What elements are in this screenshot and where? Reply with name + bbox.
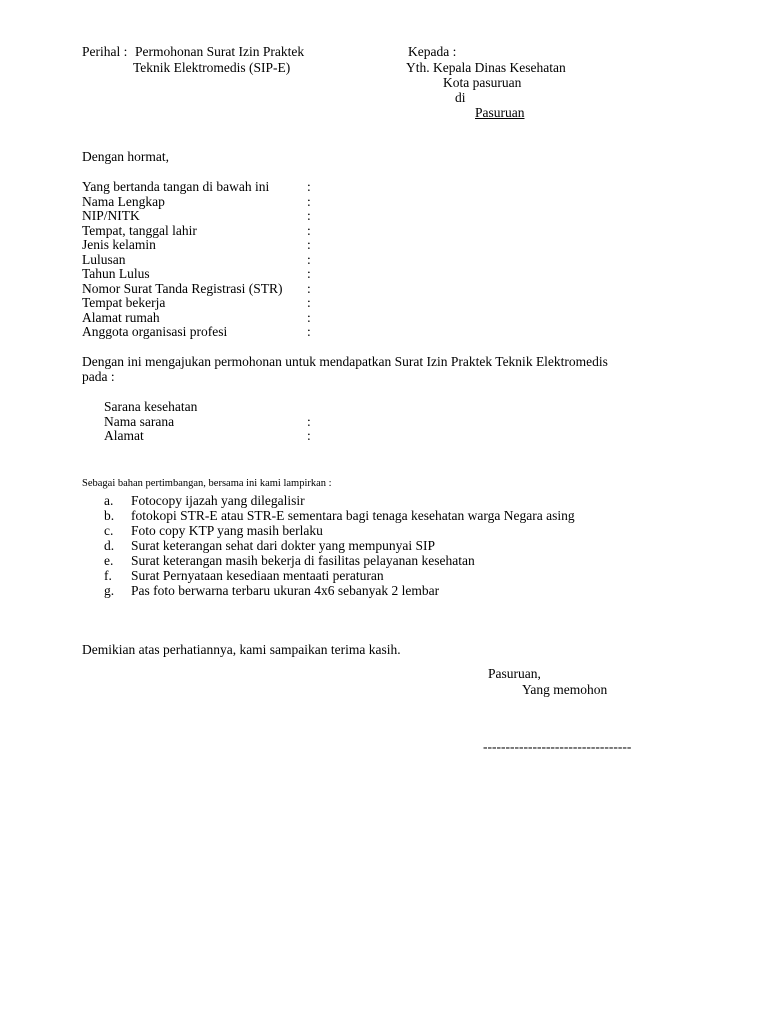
field-row: [82, 282, 332, 297]
list-text: Fotocopy ijazah yang dilegalisir: [131, 493, 305, 508]
signature-line: ---------------------------------: [483, 739, 632, 754]
field-label: Yang bertanda tangan di bawah ini: [82, 179, 270, 194]
field-label: Tempat, tanggal lahir: [82, 222, 197, 238]
perihal-label: Perihal :: [82, 44, 128, 59]
list-marker: g.: [104, 583, 115, 598]
field-row: [82, 253, 332, 268]
list-text: fotokopi STR-E atau STR-E sementara bagi tenaga kesehatan warga Negara asing: [131, 508, 575, 523]
field-row: [82, 311, 332, 326]
field-label: NIP/NITK: [82, 208, 140, 223]
field-row: [82, 209, 332, 224]
field-label: Tahun Lulus: [82, 266, 150, 281]
field-colon: :: [307, 266, 311, 281]
field-colon: :: [307, 222, 311, 238]
kepada-recipient: Yth. Kepala Dinas Kesehatan: [406, 60, 566, 75]
field-label: Anggota organisasi profesi: [82, 324, 228, 339]
list-marker: b.: [104, 508, 115, 523]
field-row: [82, 267, 332, 282]
field-row: [82, 195, 332, 210]
list-marker: a.: [104, 493, 114, 508]
field-row: [82, 224, 332, 239]
field-label: Tempat bekerja: [82, 295, 166, 310]
list-marker: e.: [104, 553, 114, 568]
field-label: Nama Lengkap: [82, 193, 165, 209]
field-colon: :: [307, 324, 311, 339]
sarana-title: Sarana kesehatan: [104, 399, 198, 414]
request-line-1: Dengan ini mengajukan permohonan untuk mendapatkan Surat Izin Praktek Teknik Elektromedis: [82, 354, 608, 369]
list-text: Surat keterangan sehat dari dokter yang mempunyai SIP: [131, 538, 436, 553]
field-colon: :: [307, 280, 311, 296]
salutation: Dengan hormat,: [82, 149, 169, 164]
kepada-place: Pasuruan: [475, 105, 525, 120]
list-text: Surat Pernyataan kesediaan mentaati peraturan: [131, 568, 384, 583]
field-label: Jenis kelamin: [82, 237, 156, 252]
sarana-address-row: [104, 429, 334, 444]
attachments-intro: Sebagai bahan pertimbangan, bersama ini kami lampirkan :: [82, 478, 332, 489]
field-colon: :: [307, 237, 311, 252]
field-colon: :: [307, 428, 311, 443]
field-colon: :: [307, 193, 311, 209]
field-label: Nomor Surat Tanda Registrasi (STR): [82, 280, 283, 296]
field-colon: :: [307, 179, 311, 194]
field-row: [82, 296, 332, 311]
field-colon: :: [307, 414, 311, 429]
request-line-2: pada :: [82, 369, 115, 384]
field-colon: :: [307, 309, 311, 325]
closing-text: Demikian atas perhatiannya, kami sampaikan terima kasih.: [82, 642, 401, 657]
perihal-line-2: Teknik Elektromedis (SIP-E): [133, 60, 291, 75]
list-marker: f.: [104, 568, 112, 583]
field-row: [82, 238, 332, 253]
list-text: Surat keterangan masih bekerja di fasilitas pelayanan kesehatan: [131, 553, 475, 568]
sarana-name-label: Nama sarana: [104, 414, 175, 429]
field-label: Alamat rumah: [82, 309, 160, 325]
field-row: [82, 180, 332, 195]
list-text: Pas foto berwarna terbaru ukuran 4x6 sebanyak 2 lembar: [131, 583, 440, 598]
field-colon: :: [307, 208, 311, 223]
perihal-line-1: Permohonan Surat Izin Praktek: [135, 44, 305, 59]
sarana-address-label: Alamat: [104, 428, 144, 443]
kepada-label: Kepada :: [408, 44, 457, 59]
field-colon: :: [307, 295, 311, 310]
field-colon: :: [307, 251, 311, 267]
list-text: Foto copy KTP yang masih berlaku: [131, 523, 323, 538]
signature-place: Pasuruan,: [488, 666, 541, 681]
list-marker: c.: [104, 523, 114, 538]
list-marker: d.: [104, 538, 115, 553]
signature-applicant: Yang memohon: [522, 682, 608, 697]
field-label: Lulusan: [82, 251, 126, 267]
kepada-city: Kota pasuruan: [443, 75, 522, 90]
kepada-di: di: [455, 90, 466, 105]
field-row: [82, 325, 332, 340]
